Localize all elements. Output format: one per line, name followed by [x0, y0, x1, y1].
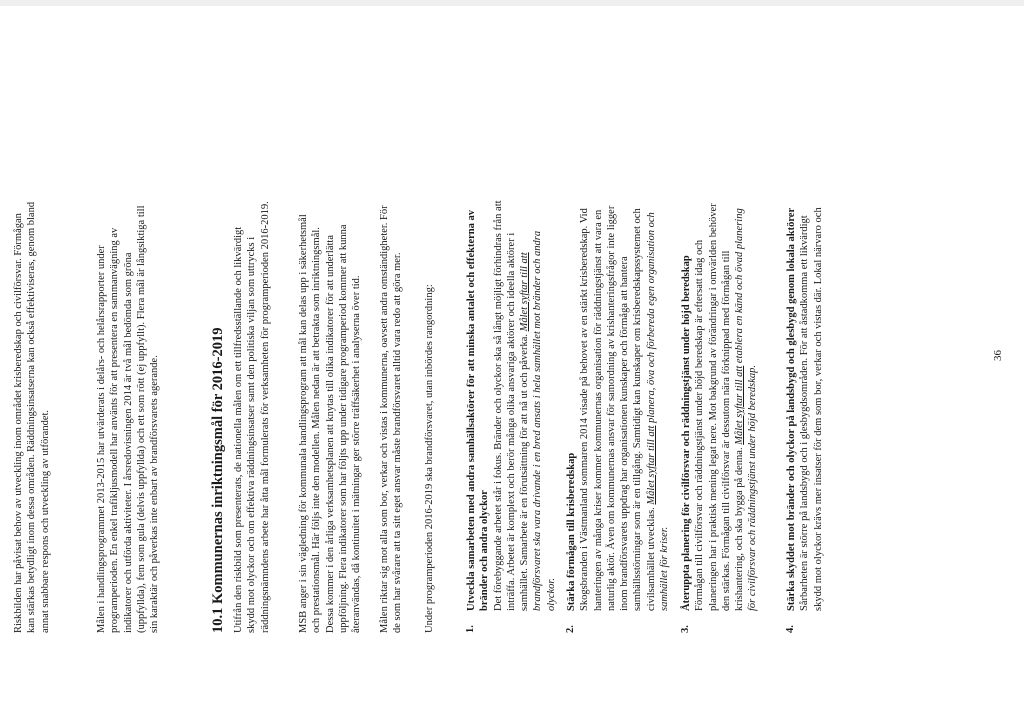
goal-text: brandförsvaret ska vara drivande i en bred ansats i hela samhället mot bränder och andra [532, 230, 544, 611]
text-line: planeringen har i praktisk mening legat nere. Mot bakgrund av förändringar i omvärlden behöver [707, 203, 719, 611]
item-3-title: Återuppta planering för civilförsvar och räddningstjänst under höjd beredskap [681, 255, 692, 611]
text-line: de som har svårare att ta sitt eget ansvar måste brandförsvaret alltid vara redo att göra mer. [392, 252, 404, 633]
item-4 [785, 33, 825, 611]
goal-text: samhället för kriser. [659, 526, 671, 611]
text-line [645, 33, 658, 611]
text-line: Förmågan till civilförsvar och räddningstjänst under höjd beredskap är eftersatt idag och [694, 239, 706, 611]
body-text: krishantering, och ska bygga på denna. [734, 447, 746, 611]
text-line: annat snabbare respons och utveckling av utförandet. [39, 409, 51, 633]
text-line: Riskbilden har påvisat behov av utveckling inom området krisberedskap och civilförsvar. Förmågan [13, 213, 24, 633]
text-line: räddningsnämndens arbete har åtta mål formulerats för verksamheten för programperioden 2016-2019. [259, 201, 271, 633]
body-text: civilsamhället utvecklas. [645, 507, 657, 611]
text-line: naturlig aktör. Även om kommunernas ansvar för samordning av krishanteringsfrågor inte ligger [605, 205, 617, 611]
text-line [518, 33, 531, 611]
text-line: Under programperioden 2016-2019 ska brandförsvaret, utan inbördes rangordning: [424, 284, 435, 633]
item-2 [565, 33, 671, 611]
item-1-title: bränder och andra olyckor [479, 490, 491, 611]
page-number: 36 [992, 350, 1004, 361]
text-line: återanvändas, då kontinuitet i mätningar ger större träffsäkerhet i analyserna över tid. [351, 275, 363, 633]
period-paragraph [423, 33, 436, 633]
text-line: inom brandförsvarets uppdrag har organisationen kunskaper och förmåga att hantera [619, 256, 631, 611]
item-4-title: Stärka skyddet mot bränder och olyckor på landsbygd och glesbygd genom lokala aktörer [786, 207, 797, 611]
item-2-title: Stärka förmågan till krisberedskap [566, 452, 577, 611]
goal-lead: Målet syftar till att [519, 252, 531, 332]
text-line: MSB anger i sin vägledning för kommunala handlingsprogram att mål kan delas upp i säkerhetsmål [298, 214, 309, 633]
item-1 [465, 33, 558, 611]
text-line: Dessa kommer i den årliga verksamhetsplanen att knytas till olika indikatorer för att underlätta [324, 234, 336, 633]
text-line: Skogsbranden i Västmanland sommaren 2014 visade på behovet av en stärkt krisberedskap. Vid [579, 208, 591, 611]
intro-paragraph-1 [12, 33, 52, 633]
text-line: och prestationsmål. Här följs inte den modellen. Målen nedan är att betrakta som inriktningsmål. [311, 227, 323, 633]
body-text: samhället. Samarbete är en förutsättning för att nå ut och påverka. [519, 334, 531, 611]
item-3-number: 3. [680, 625, 691, 633]
text-line: (uppfyllda), fem som gula (delvis uppfyllda) och ett som rött (ej uppfyllt). Flera mål är långsiktiga till [135, 205, 147, 633]
text-line: inträffa. Arbetet är komplext och berör många olika ansvariga aktörer och ideella aktörer i [505, 232, 517, 611]
goal-text: för civilförsvar och räddningstjänst under höjd beredskap. [747, 364, 759, 611]
text-line [733, 33, 746, 611]
text-line: kan stärkas betydligt inom dessa områden. Räddningsinsatserna kan också effektiviseras, genom bland [26, 201, 38, 633]
text-line: Utifrån den riskbild som presenterats, de nationella målen om ett tillfredsställande och likvärdigt [233, 226, 244, 633]
goal-lead: Målet syftar till att [645, 425, 657, 505]
text-line: Målen riktar sig mot alla som bor, verkar och vistas i kommunerna, oavsett andra omständigheter. För [379, 205, 390, 633]
goal-lead: Målet syftar till att [734, 365, 746, 445]
section-heading: 10.1 Kommunernas inriktningsmål för 2016-2019 [210, 327, 226, 633]
item-1-number: 1. [465, 625, 476, 633]
text-line: skydd mot olyckor krävs mer insatser för dem som bor, verkar och vistas där. Lokal närvaro och [812, 207, 824, 611]
item-1-title: Utveckla samarbeten med andra samhällsaktörer för att minska antalet och effekterna av [466, 210, 477, 611]
text-line: den stärkas. Förmågan till civilförsvar är dessutom nära förknippad med förmågan till [720, 250, 732, 611]
text-line: programperioden. En enkel trafikljusmodell har använts för att presentera en sammanvägning av [109, 227, 121, 633]
msb-paragraph [297, 33, 363, 633]
item-2-number: 2. [565, 625, 576, 633]
text-line: skydd mot olyckor och om effektiva räddningsinsatser samt den politiska viljan som uttrycks i [246, 236, 258, 633]
intro-paragraph-2 [95, 33, 161, 633]
text-line: samhällsstörningar som är en tillgång. Samtidigt kan kunskaper om krisberedskapssystemet och [632, 208, 644, 611]
text-line: uppföljning. Flera indikatorer som har följts upp under tidigare programperiod kommer att kunna [337, 224, 349, 633]
text-line: Sårbarheten är större på landsbygd och i glesbygdsområden. För att åstadkomma ett likvärdigt [799, 215, 811, 611]
goal-text: olyckor. [545, 578, 557, 611]
text-line: sin karaktär och påverkas inte enbart av brandförsvarets agerande. [149, 355, 161, 633]
item-3 [680, 33, 760, 611]
text-line: indikatorer och utförda aktiviteter. I årsredovisningen 2014 är två mål bedömda som gröna [122, 252, 134, 633]
goal-text: planera, öva och förbereda egen organisation och [645, 212, 657, 423]
text-line: hanteringen av många kriser kommer kommunernas organisation för räddningstjänst att vara en [592, 209, 604, 611]
text-line: Det förebyggande arbetet står i fokus. Bränder och olyckor ska så långt möjligt förhindras från att [492, 200, 504, 611]
goals-paragraph [378, 33, 405, 633]
item-4-number: 4. [785, 625, 796, 633]
goal-text: etablera en känd och övad planering [734, 208, 746, 364]
heading-paragraph [232, 33, 272, 633]
text-line: Målen i handlingsprogrammet 2013-2015 har utvärderats i delårs- och helårsrapporter under [96, 245, 107, 633]
